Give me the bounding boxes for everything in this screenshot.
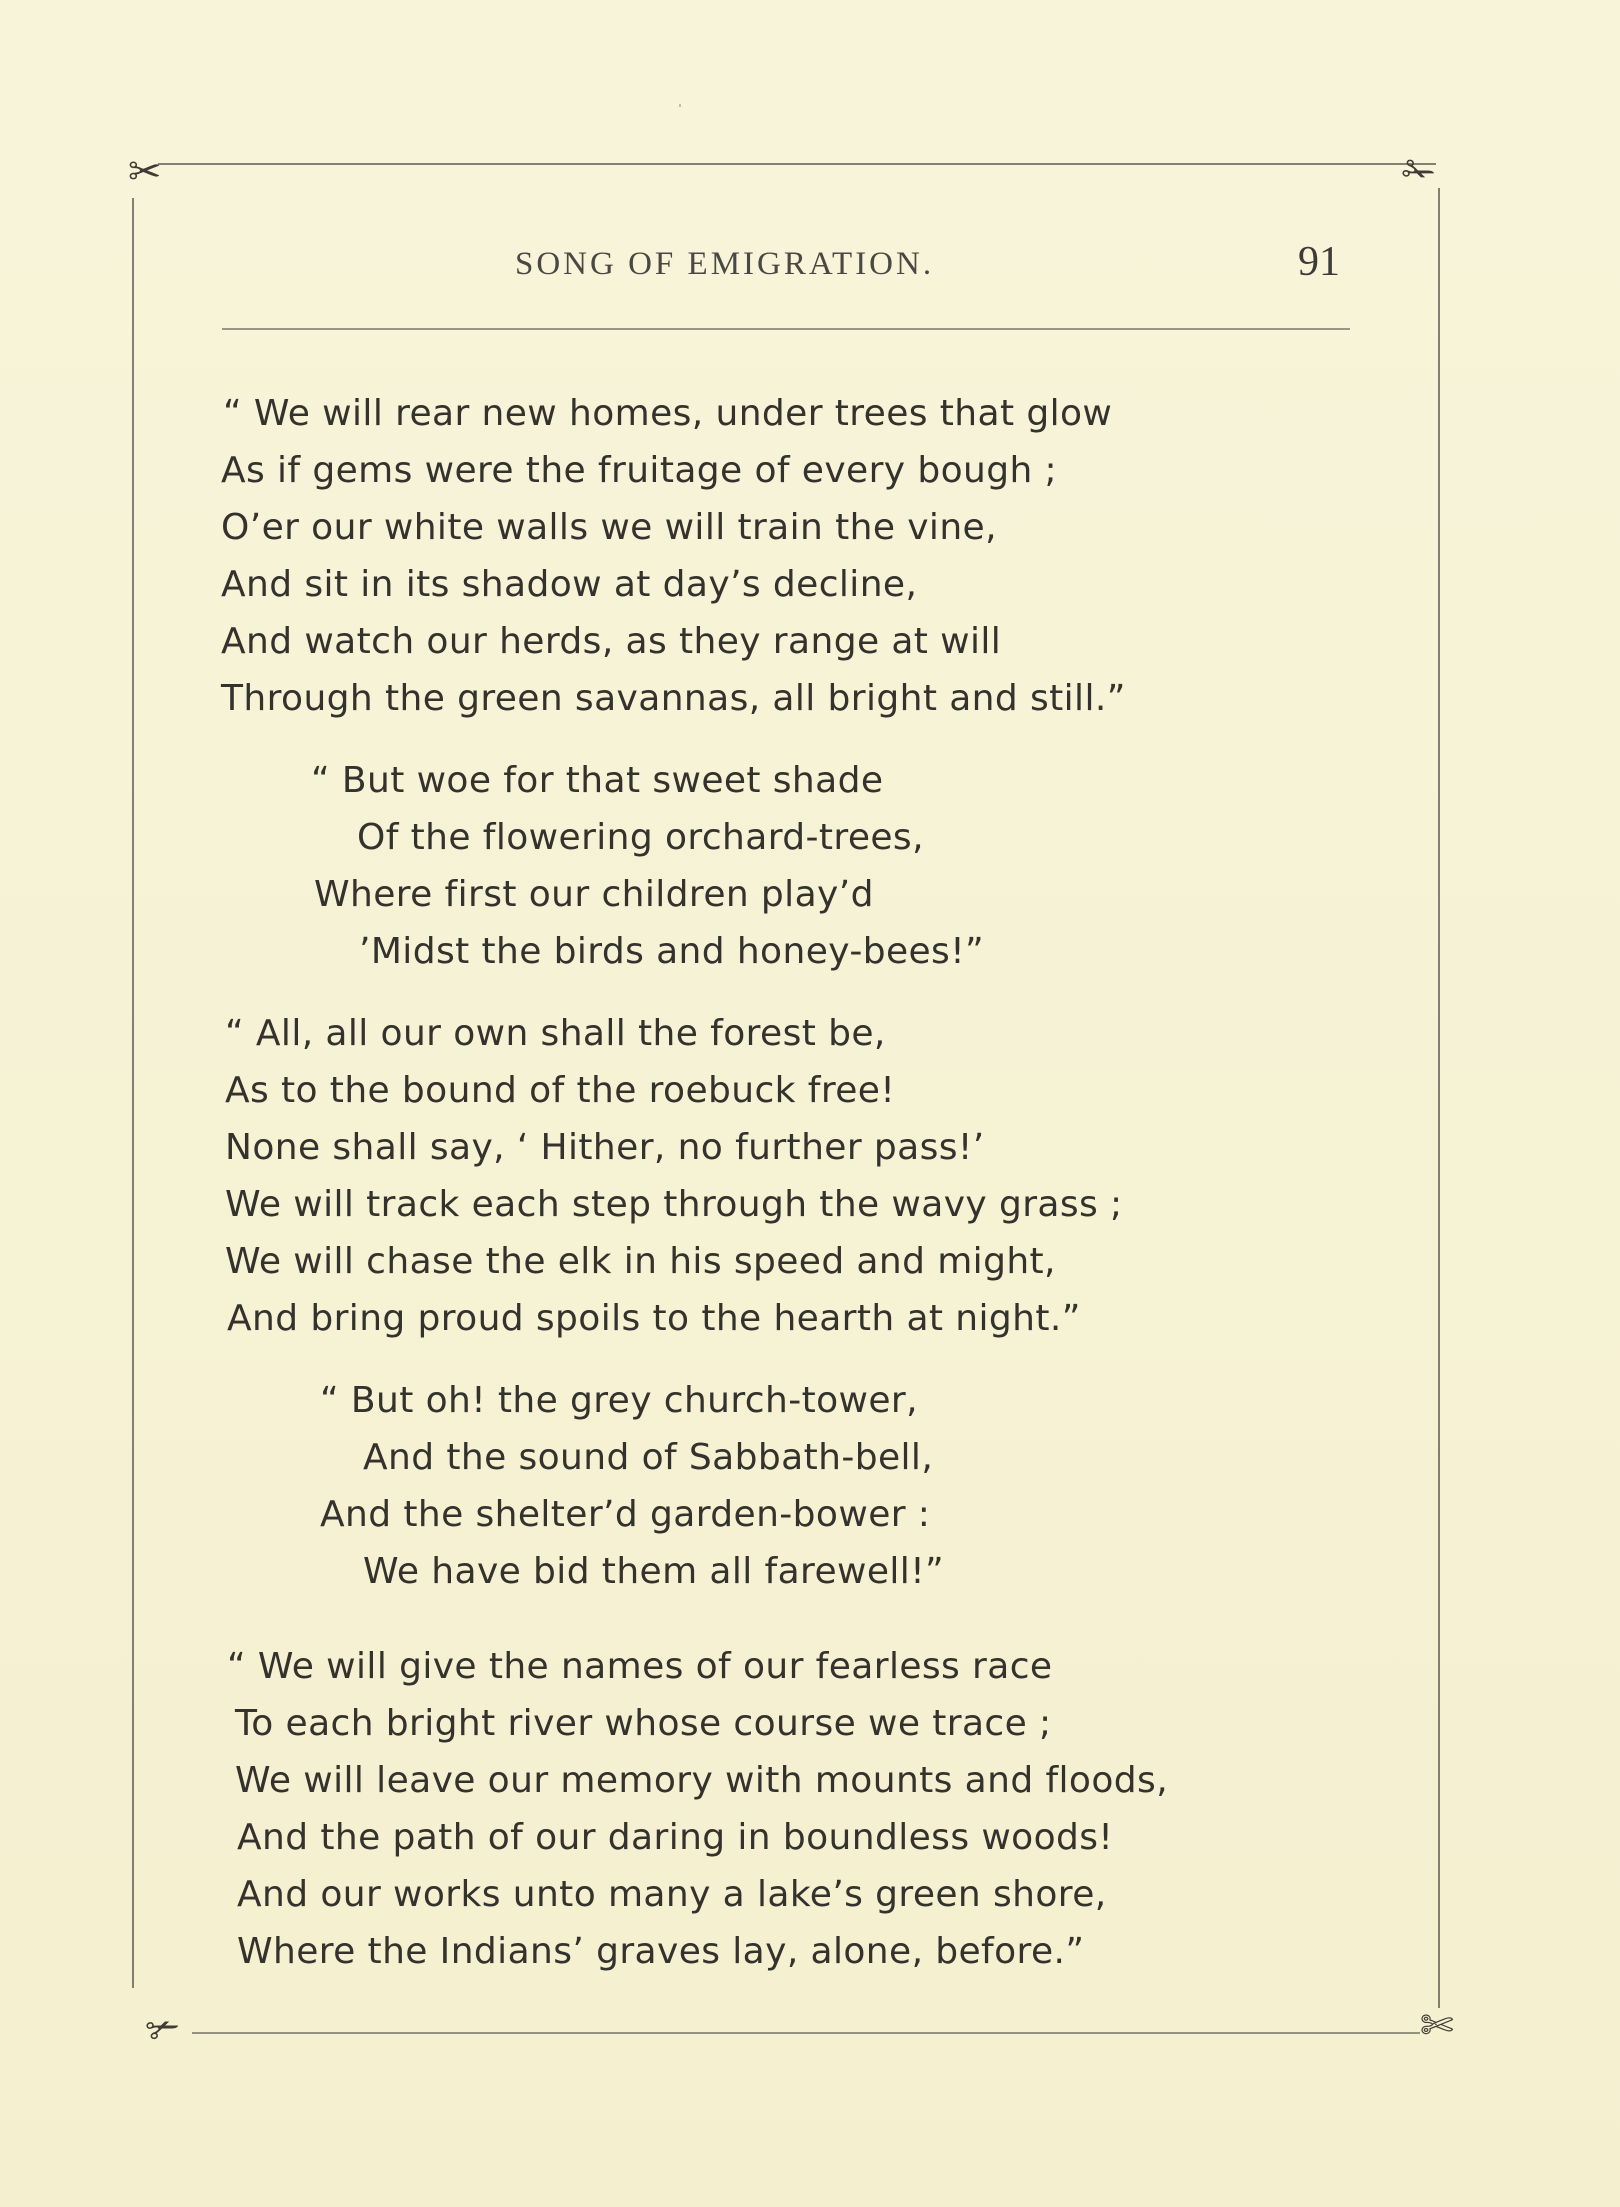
bottom-border-rule [192, 2032, 1420, 2034]
page-number: 91 [1298, 239, 1340, 285]
poem-line: And the sound of Sabbath-bell, [363, 1437, 934, 1478]
poem-line: And watch our herds, as they range at will [221, 621, 1002, 662]
poem-line: Through the green savannas, all bright and still.” [221, 678, 1126, 719]
corner-ornament-icon: ✃ [146, 2007, 180, 2053]
left-border-rule [132, 198, 134, 1988]
top-border-rule [158, 163, 1436, 165]
poem-line: We will leave our memory with mounts and floods, [235, 1760, 1169, 1801]
poem-line: And the path of our daring in boundless woods! [237, 1817, 1114, 1858]
paper-speck [679, 104, 681, 107]
poem-line: “ All, all our own shall the forest be, [225, 1013, 886, 1054]
poem-line: We will chase the elk in his speed and might, [225, 1241, 1056, 1282]
poem-line: “ We will rear new homes, under trees that glow [223, 393, 1113, 434]
corner-ornament-icon: ✂ [128, 149, 162, 195]
poem-line: Where first our children play’d [314, 874, 874, 915]
poem-line: And bring proud spoils to the hearth at night.” [227, 1298, 1081, 1339]
poem-line: O’er our white walls we will train the vine, [221, 507, 997, 548]
poem-line: And sit in its shadow at day’s decline, [221, 564, 918, 605]
running-head-title: SONG OF EMIGRATION. [515, 246, 935, 282]
poem-line: “ But woe for that sweet shade [311, 760, 884, 801]
header-rule [222, 328, 1350, 330]
poem-line: To each bright river whose course we trace ; [235, 1703, 1052, 1744]
poem-line: None shall say, ‘ Hither, no further pass!’ [225, 1127, 985, 1168]
poem-line: We have bid them all farewell!” [363, 1551, 945, 1592]
poem-line: As if gems were the fruitage of every bough ; [221, 450, 1058, 491]
poem-line: ’Midst the birds and honey-bees!” [359, 931, 985, 972]
poem-line: And our works unto many a lake’s green shore, [237, 1874, 1107, 1915]
corner-ornament-icon: ✄ [1420, 2003, 1454, 2049]
right-border-rule [1438, 188, 1440, 2008]
poem-line: “ But oh! the grey church-tower, [320, 1380, 918, 1421]
poem-line: We will track each step through the wavy grass ; [225, 1184, 1123, 1225]
poem-line: Where the Indians’ graves lay, alone, before.” [237, 1931, 1085, 1972]
poem-line: And the shelter’d garden-bower : [320, 1494, 931, 1535]
corner-ornament-icon: ✁ [1402, 149, 1436, 195]
poem-line: Of the flowering orchard-trees, [357, 817, 924, 858]
poem-line: As to the bound of the roebuck free! [225, 1070, 896, 1111]
poem-line: “ We will give the names of our fearless race [227, 1646, 1053, 1687]
